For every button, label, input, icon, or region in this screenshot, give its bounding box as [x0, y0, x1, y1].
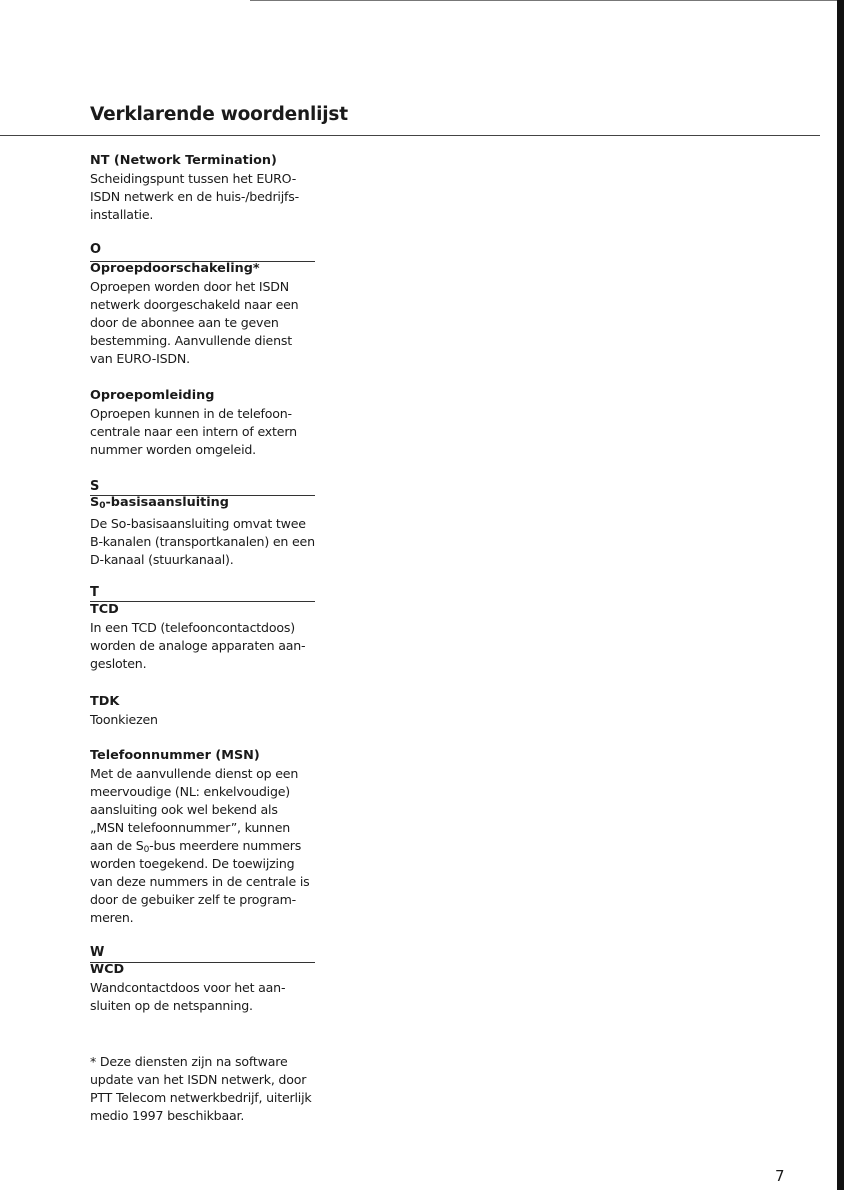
definition-line: worden de analoge apparaten aan- — [90, 638, 306, 653]
definition-line: B-kanalen (transportkanalen) en een — [90, 534, 315, 549]
term: Telefoonnummer (MSN) — [90, 748, 260, 763]
definition-line: In een TCD (telefooncontactdoos) — [90, 620, 295, 635]
definition-line: netwerk doorgeschakeld naar een — [90, 297, 299, 312]
term: WCD — [90, 962, 125, 977]
definition-line: aansluiting ook wel bekend als — [90, 802, 278, 817]
section-letter-o: O — [90, 242, 102, 257]
definition-line: D-kanaal (stuurkanaal). — [90, 552, 234, 567]
scan-edge-line — [250, 0, 840, 1]
definition-line — [90, 837, 330, 855]
definition-line: door de abonnee aan te geven — [90, 315, 279, 330]
section-letter-t: T — [90, 585, 99, 600]
definition-line: meervoudige (NL: enkelvoudige) — [90, 784, 291, 799]
page-title: Verklarende woordenlijst — [90, 104, 348, 125]
definition-line: Met de aanvullende dienst op een — [90, 766, 299, 781]
definition-line: De So-basisaansluiting omvat twee — [90, 516, 306, 531]
line-subscript: 0 — [143, 845, 150, 855]
term: Oproepdoorschakeling* — [90, 261, 260, 276]
term: Oproepomleiding — [90, 388, 215, 403]
title-divider — [0, 135, 820, 136]
page-number: 7 — [775, 1167, 785, 1185]
definition-line: van EURO-ISDN. — [90, 351, 190, 366]
entry-tcd — [90, 601, 330, 673]
term: TDK — [90, 694, 120, 709]
term-suffix: -basisaansluiting — [105, 495, 229, 510]
definition-line: sluiten op de netspanning. — [90, 998, 253, 1013]
term-prefix: S — [90, 495, 100, 510]
definition-line: bestemming. Aanvullende dienst — [90, 333, 292, 348]
definition-line: meren. — [90, 910, 134, 925]
footnote-line: medio 1997 beschikbaar. — [90, 1108, 245, 1123]
entry-s0-basisaansluiting — [90, 494, 330, 569]
definition-line: „MSN telefoonnummer”, kunnen — [90, 820, 291, 835]
definition-line: gesloten. — [90, 656, 147, 671]
section-letter-s: S — [90, 479, 100, 494]
section-letter-w: W — [90, 945, 105, 960]
definition-line: installatie. — [90, 207, 154, 222]
definition-line: Oproepen kunnen in de telefoon- — [90, 406, 292, 421]
footnote-line: update van het ISDN netwerk, door — [90, 1072, 307, 1087]
entry-oproepomleiding — [90, 387, 330, 459]
entry-wcd — [90, 961, 330, 1015]
footnote-line: PTT Telecom netwerkbedrijf, uiterlijk — [90, 1090, 312, 1105]
term — [90, 494, 330, 515]
footnote — [90, 1053, 330, 1125]
definition-line: nummer worden omgeleid. — [90, 442, 256, 457]
line-prefix: aan de S — [90, 838, 144, 853]
definition-line: Oproepen worden door het ISDN — [90, 279, 289, 294]
entry-nt — [90, 152, 330, 224]
definition-line: van deze nummers in de centrale is — [90, 874, 310, 889]
entry-tdk — [90, 693, 330, 729]
definition-line: Toonkiezen — [90, 712, 158, 727]
scan-edge-border — [837, 0, 844, 1190]
entry-oproepdoorschakeling — [90, 260, 330, 368]
definition-line: Wandcontactdoos voor het aan- — [90, 980, 286, 995]
definition-line: door de gebuiker zelf te program- — [90, 892, 297, 907]
footnote-line: * Deze diensten zijn na software — [90, 1054, 288, 1069]
definition-line: ISDN netwerk en de huis-/bedrijfs- — [90, 189, 299, 204]
term: TCD — [90, 602, 119, 617]
definition-line: Scheidingspunt tussen het EURO- — [90, 171, 297, 186]
entry-telefoonnummer-msn — [90, 747, 330, 927]
term-subscript: 0 — [99, 501, 106, 511]
line-suffix: -bus meerdere nummers — [149, 838, 302, 853]
definition-line: worden toegekend. De toewijzing — [90, 856, 295, 871]
term: NT (Network Termination) — [90, 153, 277, 168]
definition-line: centrale naar een intern of extern — [90, 424, 297, 439]
